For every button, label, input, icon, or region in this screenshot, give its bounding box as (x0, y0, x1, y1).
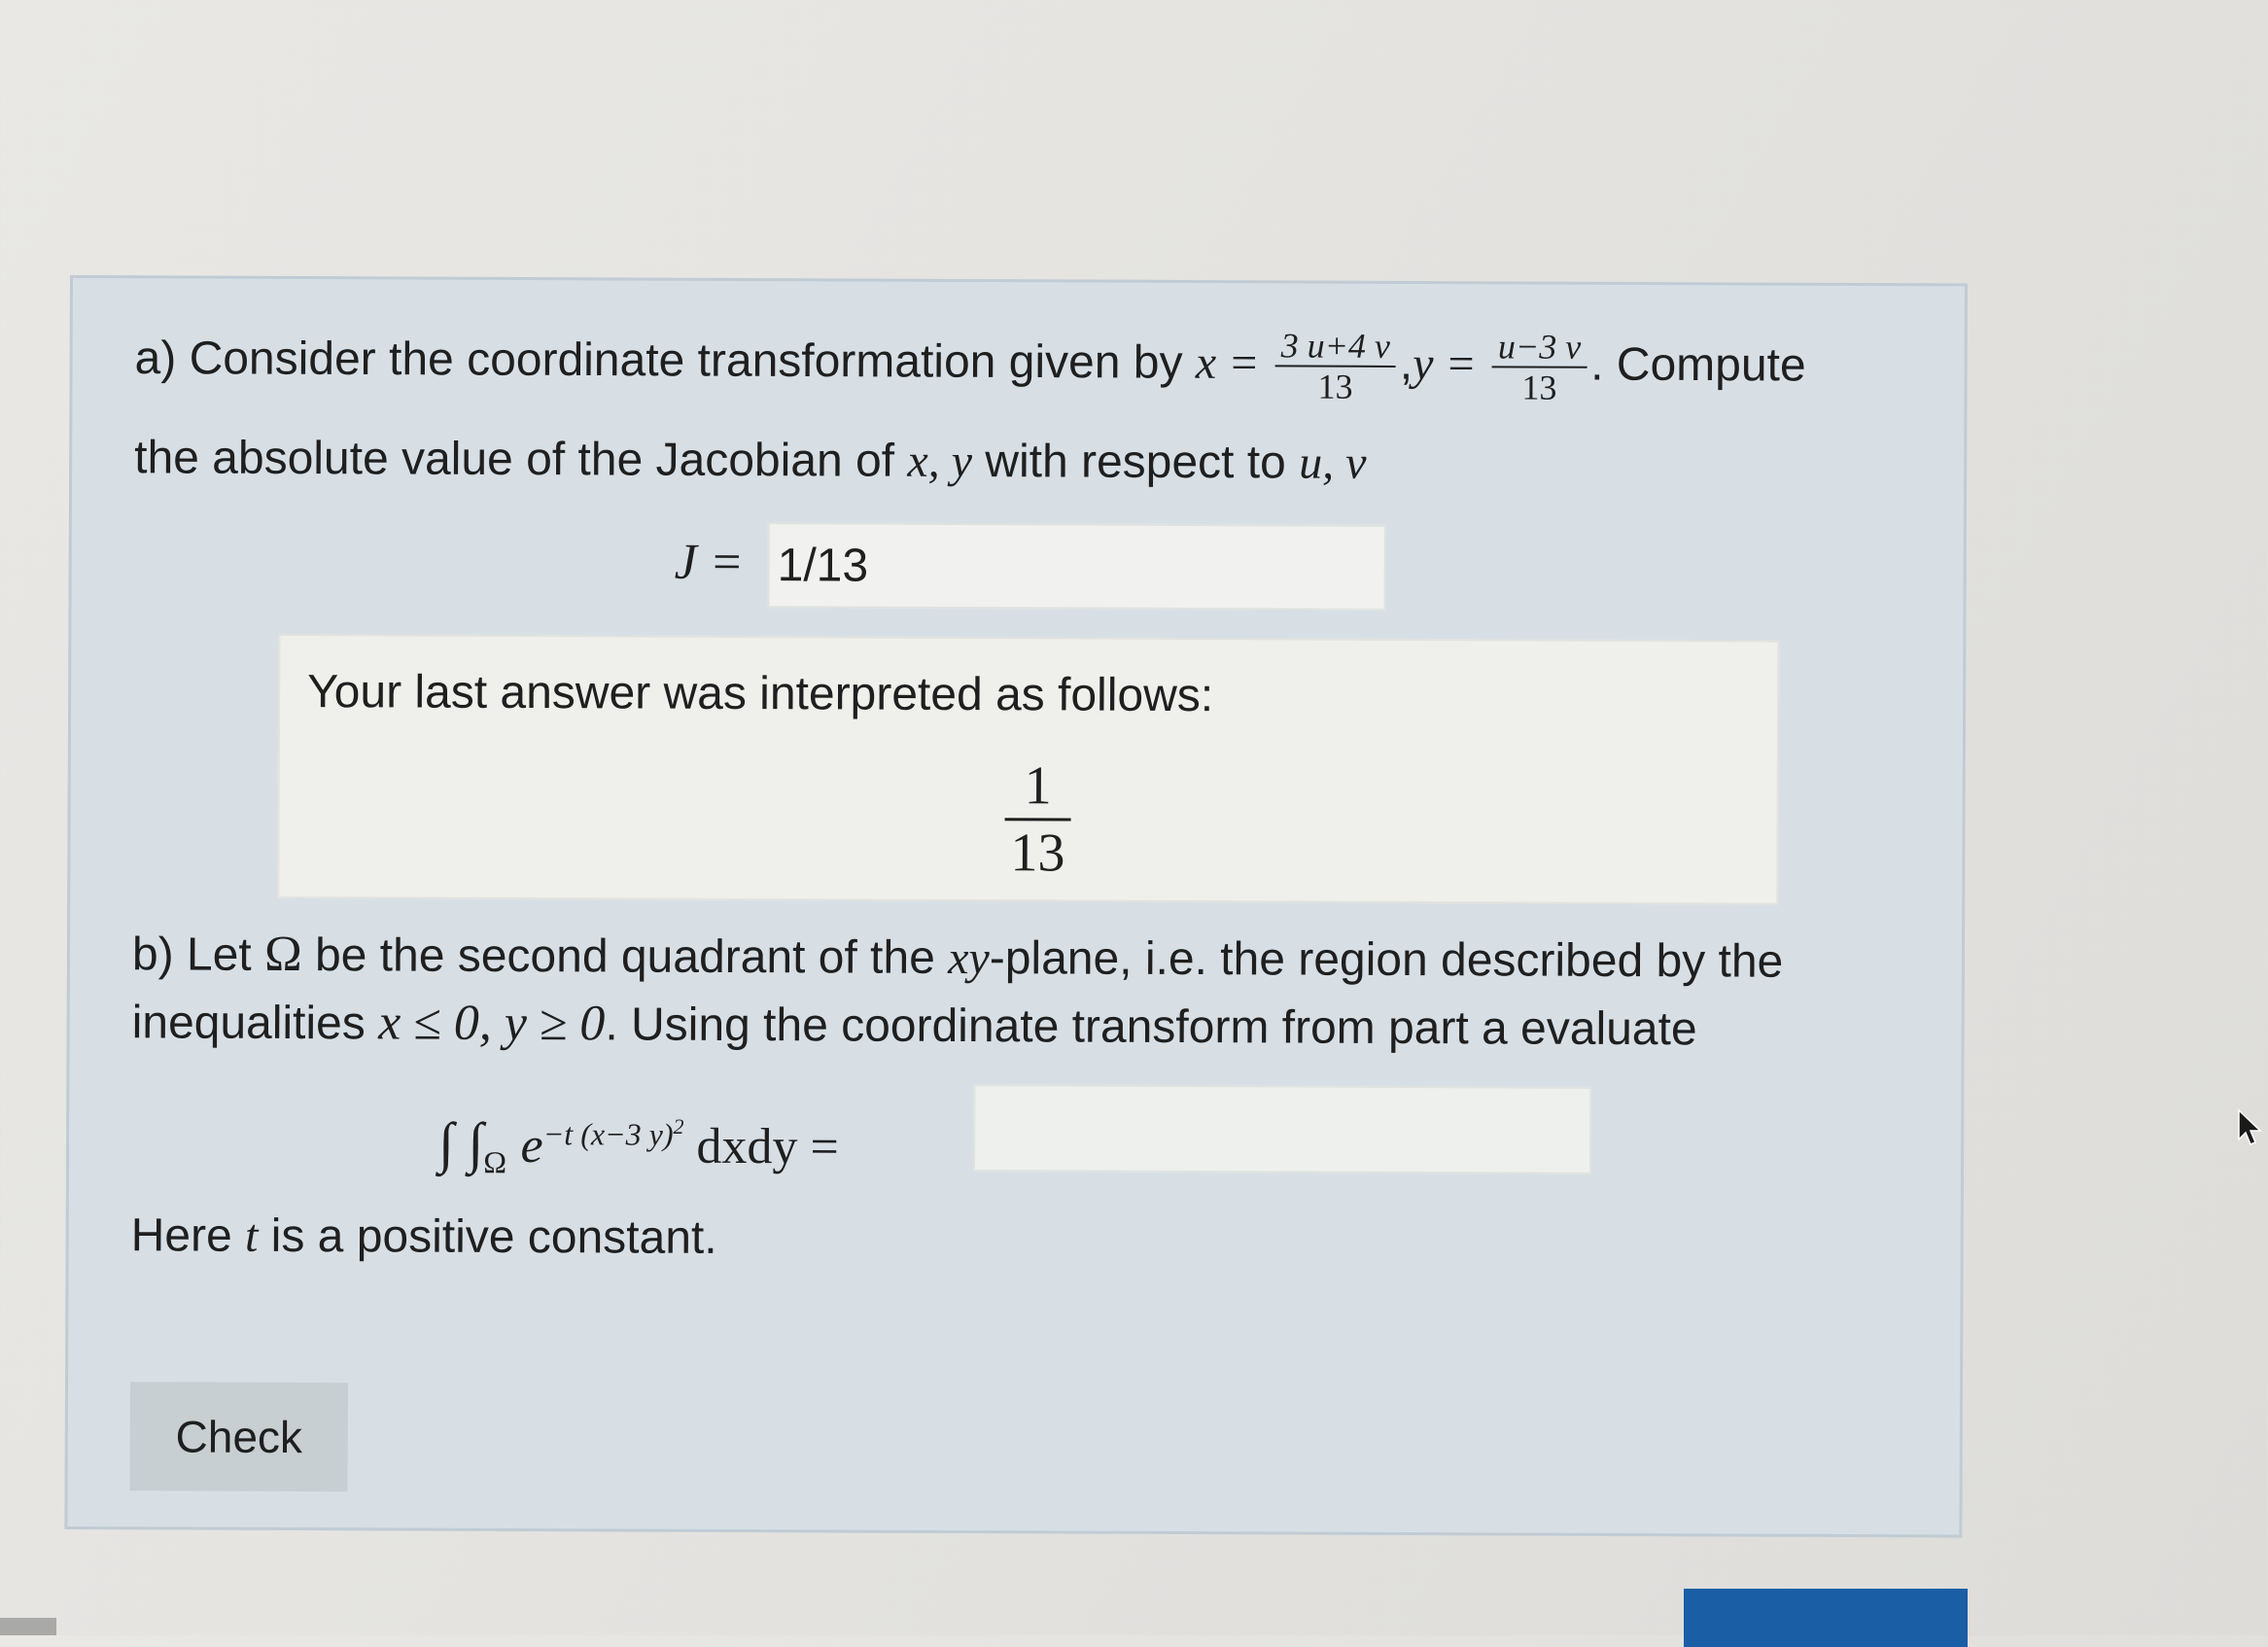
uv-vars: u, v (1299, 438, 1367, 489)
jacobian-answer-input[interactable] (768, 522, 1386, 611)
left-edge-tab (0, 1618, 56, 1635)
integral-answer-input[interactable] (973, 1084, 1591, 1174)
xy-vars: x, y (907, 436, 972, 487)
part-a-line1 (134, 321, 1805, 407)
part-b-line2 (131, 988, 1696, 1064)
x-denominator: 13 (1274, 367, 1395, 406)
question-panel (64, 275, 1968, 1538)
interpretation-text: Your last answer was interpreted as follows: (307, 665, 1213, 722)
integral-expression (438, 1082, 839, 1208)
compute-text: . Compute (1590, 339, 1806, 392)
next-button[interactable] (1684, 1589, 1968, 1647)
y-numerator: u−3 v (1492, 327, 1587, 368)
x-numerator: 3 u+4 v (1275, 326, 1396, 368)
note-pre: Here (131, 1209, 246, 1262)
integral-region: Ω (483, 1144, 506, 1179)
interpreted-numerator: 1 (1005, 753, 1071, 821)
interpreted-fraction (1004, 753, 1071, 885)
y-denominator: 13 (1492, 368, 1587, 406)
exp-exponent: −t (x−3 y) (543, 1116, 674, 1152)
part-b-intro: b) Let (132, 929, 264, 981)
jacobian-label: J = (675, 534, 744, 591)
comma: , (1400, 338, 1413, 390)
jacobian-text: the absolute value of the Jacobian of (134, 432, 907, 486)
respect-text: with respect to (972, 436, 1299, 488)
part-b-line1 (132, 920, 1784, 996)
omega-symbol: Ω (264, 927, 302, 982)
dxdy-equals: dxdy = (683, 1119, 839, 1175)
inequalities-expr: x ≤ 0, y ≥ 0 (378, 995, 605, 1051)
interpretation-box (277, 634, 1779, 905)
mouse-cursor-icon (2236, 1108, 2263, 1147)
inequalities-label: inequalities (132, 997, 379, 1049)
exp-square: 2 (674, 1114, 684, 1139)
exp-base: e (520, 1118, 542, 1174)
interpreted-denominator: 13 (1004, 821, 1070, 885)
check-button[interactable]: Check (130, 1382, 348, 1491)
xy-plane-var: xy (948, 932, 990, 984)
quadrant-text: be the second quadrant of the (302, 929, 949, 984)
x-equation: x = (1196, 337, 1272, 389)
y-fraction (1492, 327, 1588, 406)
part-a-line2 (134, 424, 1367, 498)
double-integral-sign: ∫ ∫ (438, 1111, 484, 1174)
note-post: is a positive constant. (258, 1210, 716, 1264)
t-var: t (245, 1210, 259, 1262)
part-b-note (131, 1202, 717, 1273)
part-a-intro: a) Consider the coordinate transformation given by (135, 333, 1196, 389)
x-fraction (1274, 326, 1396, 406)
y-equation: y = (1413, 338, 1488, 390)
evaluate-text: . Using the coordinate transform from part a evaluate (605, 999, 1696, 1055)
region-text: -plane, i.e. the region described by the (990, 932, 1784, 988)
